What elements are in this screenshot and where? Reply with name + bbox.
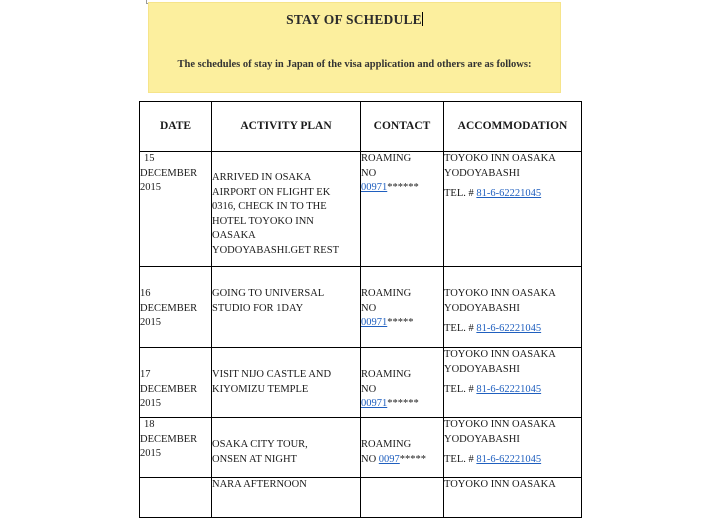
date-cell [140,152,212,267]
activity-line: AIRPORT ON FLIGHT EK [212,186,331,198]
tel-label: TEL. # [444,454,477,465]
tel-label: TEL. # [444,188,477,199]
hotel-phone-link[interactable]: 81-6-62221045 [476,188,542,199]
hotel-area: YODOYABASHI [444,363,520,375]
text-cursor [422,12,423,26]
contact-no: NO [361,302,377,314]
page-subtitle: The schedules of stay in Japan of the visa application and others are as follows: [177,59,532,70]
date-month: DECEMBER [140,167,198,179]
activity-cell [212,152,361,267]
contact-roaming: ROAMING [361,369,412,380]
activity-line: KIYOMIZU TEMPLE [212,383,309,395]
hotel-phone-link[interactable]: 81-6-62221045 [476,323,542,334]
column-header-activity: ACTIVITY PLAN [212,102,361,152]
activity-line: NARA AFTERNOON [212,479,307,490]
activity-line: VISIT NIJO CASTLE AND [212,369,332,380]
tel-label: TEL. # [444,323,477,334]
contact-masked: ****** [387,398,419,409]
activity-cell [212,418,361,478]
contact-cell [361,418,444,478]
contact-phone-link[interactable]: 0097 [378,453,400,465]
date-month: DECEMBER [140,383,198,395]
hotel-name: TOYOKO INN OASAKA [444,349,556,360]
date-year: 2015 [140,317,161,328]
contact-masked: ***** [387,317,414,328]
page-title[interactable]: STAY OF SCHEDULE [286,12,422,27]
hotel-name: TOYOKO INN OASAKA [444,153,556,164]
contact-phone-link[interactable]: 00971 [361,182,388,193]
activity-line: OSAKA CITY TOUR, [212,439,308,450]
activity-cell [212,478,361,518]
contact-phone-link[interactable]: 00971 [361,398,388,409]
contact-roaming: ROAMING [361,153,412,164]
date-year: 2015 [140,182,161,193]
activity-line: HOTEL TOYOKO INN [212,215,314,227]
activity-line: GOING TO UNIVERSAL [212,288,325,299]
column-header-contact: CONTACT [361,102,444,152]
date-cell [140,267,212,348]
activity-line: ARRIVED IN OSAKA [212,172,312,183]
date-cell [140,348,212,418]
contact-cell [361,348,444,418]
column-header-date: DATE [140,102,212,152]
activity-line: STUDIO FOR 1DAY [212,302,304,314]
hotel-area: YODOYABASHI [444,433,520,445]
hotel-phone-link[interactable]: 81-6-62221045 [476,454,542,465]
contact-phone-link[interactable]: 00971 [361,317,388,328]
contact-cell [361,478,444,518]
contact-no: NO [361,453,379,465]
contact-masked: ***** [399,453,427,465]
contact-roaming: ROAMING [361,439,412,450]
hotel-phone-link[interactable]: 81-6-62221045 [476,384,542,395]
accommodation-cell [444,152,582,267]
contact-no: NO [361,167,377,179]
date-cell [140,418,212,478]
contact-no: NO [361,383,377,395]
activity-line: OASAKA [212,230,256,241]
accommodation-cell [444,478,582,518]
activity-line: YODOYABASHI.GET REST [212,244,339,256]
accommodation-cell [444,348,582,418]
activity-cell [212,267,361,348]
contact-roaming: ROAMING [361,288,412,299]
date-day: 16 [140,288,151,299]
activity-line: 0316, CHECK IN TO THE [212,201,327,212]
date-day: 18 [144,419,155,430]
header-box [148,2,561,93]
accommodation-cell [444,418,582,478]
table-header-row [140,102,582,152]
tel-label: TEL. # [444,384,477,395]
date-year: 2015 [140,448,161,459]
column-header-accommodation: ACCOMMODATION [444,102,582,152]
table-row [140,267,582,348]
date-year: 2015 [140,398,161,409]
accommodation-cell [444,267,582,348]
activity-cell [212,348,361,418]
table-row [140,348,582,418]
date-day: 17 [140,369,151,380]
date-day: 15 [144,153,155,164]
hotel-name: TOYOKO INN OASAKA [444,419,556,430]
hotel-name: TOYOKO INN OASAKA [444,288,556,299]
hotel-name: TOYOKO INN OASAKA [444,479,556,490]
date-cell [140,478,212,518]
date-month: DECEMBER [140,433,198,445]
contact-cell [361,152,444,267]
schedule-table [139,101,582,518]
activity-line: ONSEN AT NIGHT [212,453,297,465]
hotel-area: YODOYABASHI [444,302,520,314]
table-row [140,152,582,267]
table-row [140,478,582,518]
contact-masked: ****** [387,182,419,193]
table-row [140,418,582,478]
date-month: DECEMBER [140,302,198,314]
hotel-area: YODOYABASHI [444,167,520,179]
contact-cell [361,267,444,348]
